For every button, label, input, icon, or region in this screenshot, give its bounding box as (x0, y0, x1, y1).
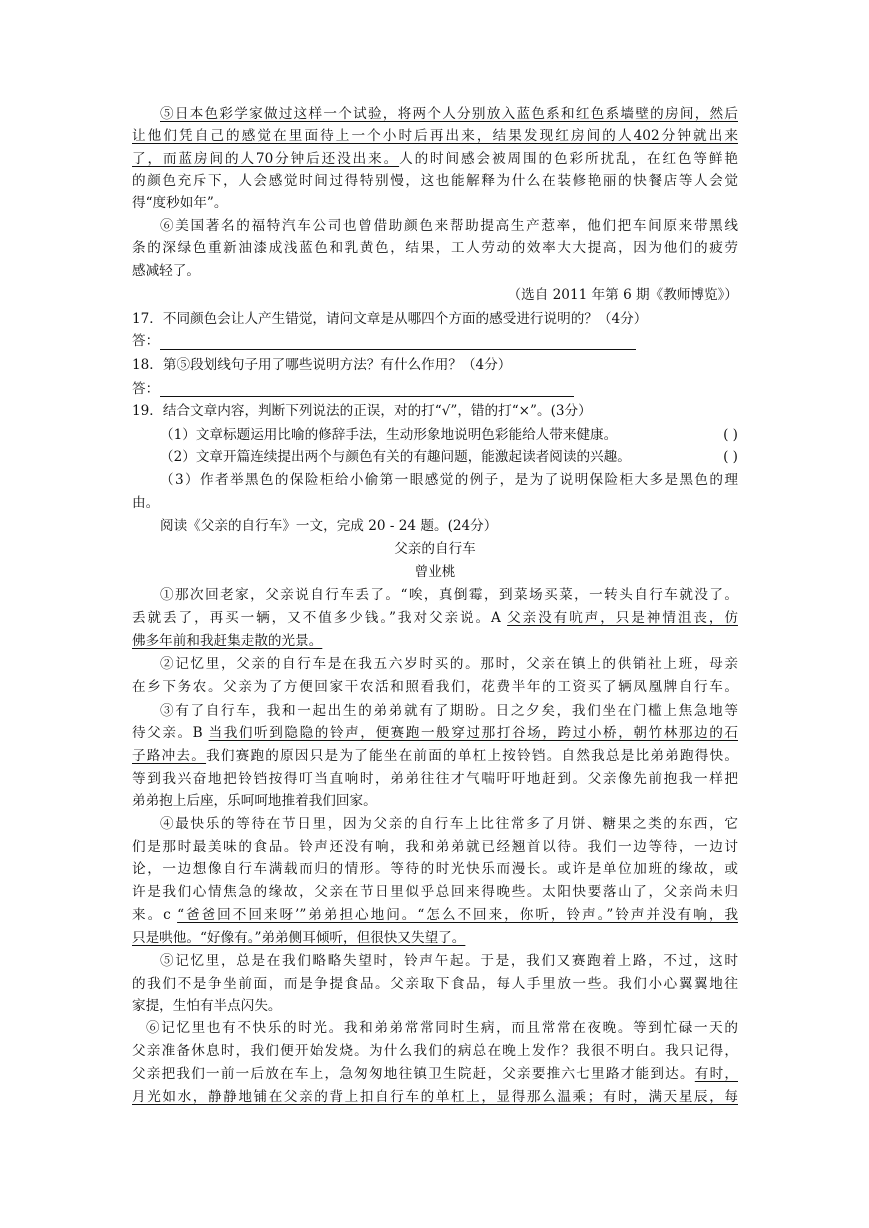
text-line (132, 469, 738, 491)
text-content: ⑤记忆里，总是在我们略略失望时，铃声午起。于是，我们又赛跑着上路，不过，这时 (160, 953, 738, 969)
text-line (132, 354, 738, 376)
text-line (132, 745, 738, 767)
text-line (132, 260, 738, 282)
text-line (132, 148, 738, 170)
text-content: 感减轻了。 (132, 263, 200, 279)
answer-parentheses[interactable]: ( ) (723, 427, 738, 443)
text-content: 只是哄他。“好像有。”弟弟侧耳倾听，但很快又失望了。 (132, 930, 466, 946)
text-line (132, 813, 738, 835)
text-segment: 来。c (132, 907, 178, 923)
text-line (132, 722, 738, 744)
text-content: 让他们凭自己的感觉在里面待上一个小时后再出来，结果发现红房间的人402分钟就出来 (132, 128, 738, 144)
text-content: ⑥记忆里也有不快乐的时光。我和弟弟常常同时生病，而且常常在夜晚。等到忙碌一天的 (146, 1020, 738, 1036)
text-content: 得“度秒如年”。 (132, 195, 228, 211)
text-line (132, 515, 738, 537)
text-line (132, 561, 738, 583)
text-line (132, 607, 738, 629)
text-line (132, 237, 738, 259)
text-segment: 子路冲去。 (132, 748, 207, 764)
text-content: 答： (132, 381, 160, 397)
answer-parentheses[interactable]: ( ) (723, 449, 738, 465)
text-content: ②记忆里，父亲的自行车是在我五六岁时买的。那时，父亲在镇上的供销社上班，母亲 (160, 656, 738, 672)
text-content: 的我们不是争坐前面，而是争提食品。父亲取下食品，每人手里放一些。我们小心翼翼地往 (132, 976, 738, 992)
text-content: 佛多年前和我赶集走散的光景。 (132, 633, 323, 649)
text-line (132, 170, 738, 192)
text-line (132, 192, 738, 214)
text-segment: 有时， (694, 1066, 738, 1082)
text-line (132, 492, 738, 514)
text-content: ①那次回老家，父亲说自行车丢了。“唉，真倒霉，到菜场买菜，一转头自行车就没了。 (160, 587, 738, 603)
text-line (132, 1017, 738, 1039)
text-content: （3）作者举黑色的保险柜给小偷第一眼感觉的例子，是为了说明保险柜大多是黑色的理 (160, 472, 738, 488)
text-segment: 我们赛跑的原因只是为了能坐在前面的单杠上按铃铛。自然我总是比弟弟跑得快。 (206, 748, 738, 764)
text-line (132, 790, 738, 812)
text-line (132, 1040, 738, 1062)
text-segment: 当我们听到隐隐的铃声，便赛跑一般穿过那打谷场，跨过小桥，朝竹林那边的石 (208, 725, 738, 741)
text-line (132, 1063, 738, 1085)
text-content: 论，一边想像自行车满载而归的情形。等待的时光快乐而漫长。或许是单位加班的缘故，或 (132, 861, 738, 877)
text-segment: 父亲没有吭声，只是神情沮丧，仿 (507, 610, 738, 626)
text-segment: 待父亲。B (132, 725, 209, 741)
text-content: 们是那时最美味的食品。铃声还没有响，我和弟弟就已经翘首以待。我们一边等待，一边讨 (132, 839, 738, 855)
text-content: 答： (132, 333, 160, 349)
text-line (132, 768, 738, 790)
text-content: 18．第⑤段划线句子用了哪些说明方法？有什么作用？（4分） (132, 357, 512, 373)
text-line (132, 973, 738, 995)
text-content: 由。 (132, 495, 160, 511)
text-line (132, 858, 738, 880)
text-content: 在乡下务农。父亲为了方便回家干农活和照看我们，花费半年的工资买了辆凤凰牌自行车。 (132, 679, 738, 695)
text-line (132, 1086, 738, 1108)
text-content: 父亲的自行车 (394, 541, 476, 557)
text-line (132, 284, 738, 306)
text-line (132, 400, 738, 422)
text-line (132, 700, 738, 722)
text-line (132, 125, 738, 147)
text-content: （2）文章开篇连续提出两个与颜色有关的有趣问题，能激起读者阅读的兴趣。 (160, 449, 631, 465)
text-segment: 父亲把我们一前一后放在车上，急匆匆地往镇卫生院赶，父亲要推六七里路才能到达。 (132, 1066, 695, 1082)
text-content: 等到我兴奋地把铃铛按得叮当直响时，弟弟往往才气喘吁吁地赶到。父亲像先前抱我一样把 (132, 771, 738, 787)
text-segment: 了，而蓝房间的人70分钟后还没出来。 (132, 151, 400, 167)
text-line (132, 630, 738, 652)
answer-line-18[interactable] (160, 396, 574, 397)
text-content: 阅读《父亲的自行车》一文，完成 20 - 24 题。(24分） (160, 518, 498, 534)
text-segment: 人的时间感会被周围的色彩所扰乱，在红色等鲜艳 (399, 151, 738, 167)
text-content: （1）文章标题运用比喻的修辞手法，生动形象地说明色彩能给人带来健康。 (160, 427, 618, 443)
text-line (132, 836, 738, 858)
text-line (132, 950, 738, 972)
text-content: 19．结合文章内容，判断下列说法的正误，对的打“√”，错的打“×”。(3分） (132, 403, 592, 419)
text-content: 月光如水，静静地铺在父亲的背上扣自行车的单杠上，显得那么温乘；有时，满天星辰，每 (132, 1089, 738, 1105)
text-content: 条的深绿色重新油漆成浅蓝色和乳黄色，结果，工人劳动的效率大大提高，因为他们的疲劳 (132, 240, 738, 256)
text-content: （选自 2011 年第 6 期《教师博览》） (507, 287, 738, 303)
text-line (132, 538, 738, 560)
text-content: 的颜色充斥下，人会感觉时间过得特别慢，这也能解释为什么在装修艳丽的快餐店等人会觉 (132, 173, 738, 189)
text-content: ⑤日本色彩学家做过这样一个试验，将两个人分别放入蓝色系和红色系墙壁的房间，然后 (160, 106, 738, 122)
text-content: ⑥美国著名的福特汽车公司也曾借助颜色来帮助提高生产惹率，他们把车间原来带黑线 (160, 218, 738, 234)
text-content: ④最快乐的等待在节日里，因为父亲的自行车上比往常多了月饼、糖果之类的东西，它 (160, 816, 738, 832)
text-line (132, 103, 738, 125)
text-line (132, 904, 738, 926)
text-line (132, 653, 738, 675)
text-content: ③有了自行车，我和一起出生的弟弟就有了期盼。日之夕矣，我们坐在门槛上焦急地等 (160, 703, 738, 719)
text-line (132, 676, 738, 698)
text-content: 父亲准备休息时，我们便开始发烧。为什么我们的病总在晚上发作？我很不明白。我只记得， (132, 1043, 738, 1059)
text-content: 17．不同颜色会让人产生错觉，请问文章是从哪四个方面的感受进行说明的？（4分） (132, 311, 648, 327)
text-line (132, 927, 738, 949)
text-segment: 丢就丢了，再买一辆，又不值多少钱。”我对父亲说。A (132, 610, 508, 626)
text-line (132, 215, 738, 237)
text-content: 弟弟抱上后座，乐呵呵地推着我们回家。 (132, 793, 377, 809)
text-line (132, 881, 738, 903)
text-line (132, 446, 738, 468)
text-line (132, 424, 738, 446)
text-line (132, 308, 738, 330)
text-content: 家提，生怕有半点闪失。 (132, 998, 282, 1014)
text-content: 曾业桃 (414, 564, 456, 580)
text-content: 许是我们心情焦急的缘故，父亲在节日里似乎总回来得晚些。太阳快要落山了，父亲尚未归 (132, 884, 738, 900)
text-line (132, 995, 738, 1017)
text-line (132, 584, 738, 606)
answer-line-17[interactable] (160, 349, 636, 350)
text-segment: “爸爸回不回来呀’”弟弟担心地问。“怎么不回来，你听，铃声。”铃声并没有响，我 (177, 907, 738, 923)
